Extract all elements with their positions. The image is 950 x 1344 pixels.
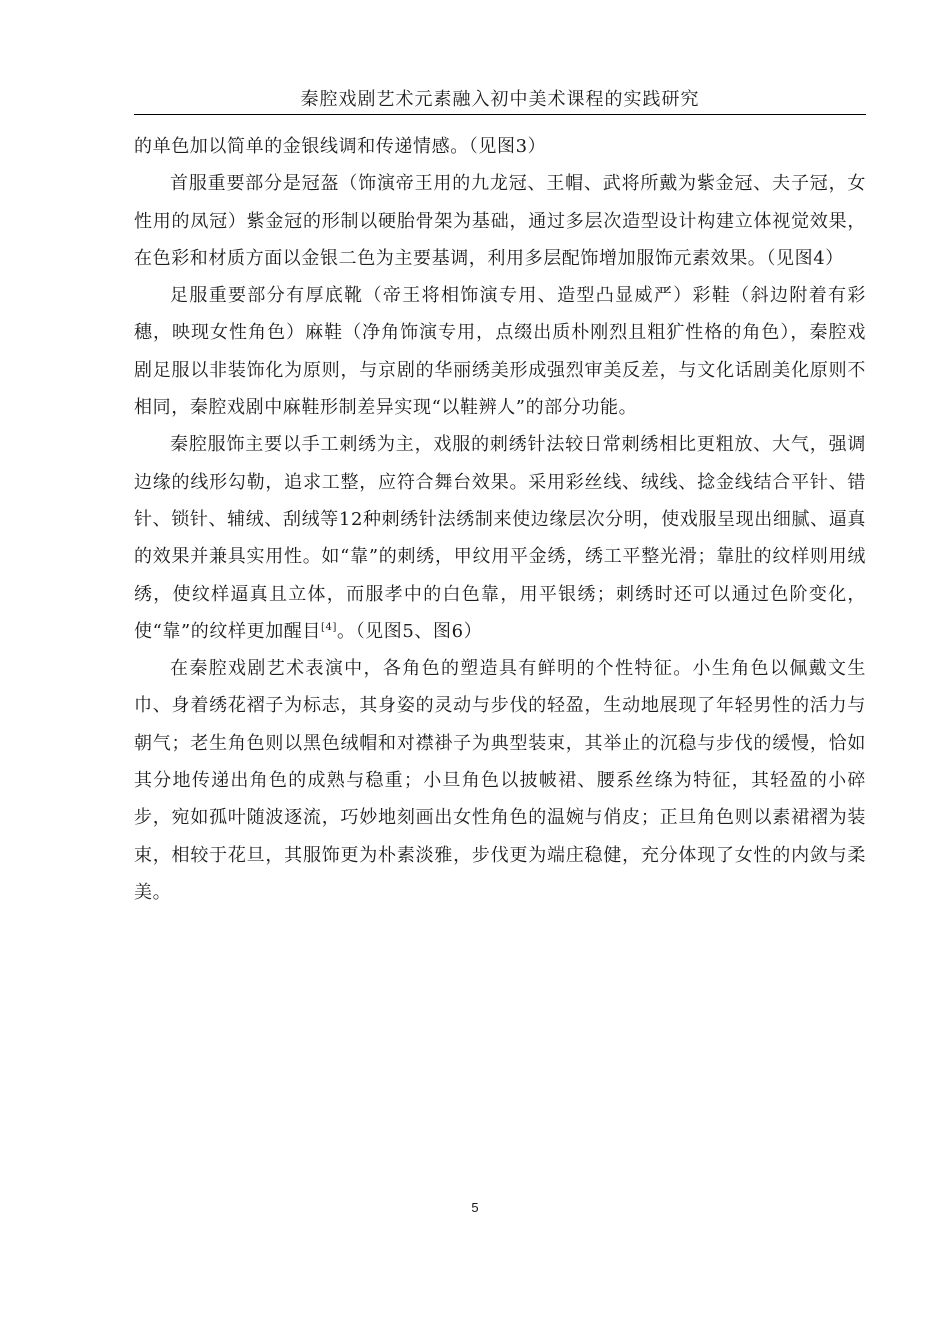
paragraph-text: 。（见图5、图6） <box>336 620 483 642</box>
paragraph-text: 秦腔服饰主要以手工刺绣为主，戏服的刺绣针法较日常刺绣相比更粗放、大气，强调边缘的线形勾勒，追求工整，应符合舞台效果。采用彩丝线、绒线、捻金线结合平针、错针、锁针、辅绒、刮绒等12种刺绣针法绣制来使边缘层次分明，使戏服呈现出细腻、逼真的效果并兼具实用性。如“靠”的刺绣，甲纹用平金绣，绣工平整光滑；靠肚的纹样则用绒绣，使纹样逼真且立体，而服孝中的白色靠，用平银绣；刺绣时还可以通过色阶变化，使“靠”的纹样更加醒目 <box>134 434 866 642</box>
paragraph: 足服重要部分有厚底靴（帝王将相饰演专用、造型凸显威严）彩鞋（斜边附着有彩穗，映现女性角色）麻鞋（净角饰演专用，点缀出质朴刚烈且粗犷性格的角色），秦腔戏剧足服以非装饰化为原则，与京剧的华丽绣美形成强烈审美反差，与文化话剧美化原则不相同，秦腔戏剧中麻鞋形制差异实现“以鞋辨人”的部分功能。 <box>134 285 866 419</box>
body-text <box>134 128 866 911</box>
header-title: 秦腔戏剧艺术元素融入初中美术课程的实践研究 <box>300 89 700 110</box>
paragraph: 的单色加以简单的金银线调和传递情感。（见图3） <box>134 136 547 157</box>
paragraph: 在秦腔戏剧艺术表演中，各角色的塑造具有鲜明的个性特征。小生角色以佩戴文生巾、身着绣花褶子为标志，其身姿的灵动与步伐的轻盈，生动地展现了年轻男性的活力与朝气；老生角色则以黑色绒帽和对襟褂子为典型装束，其举止的沉稳与步伐的缓慢，恰如其分地传递出角色的成熟与稳重；小旦角色以披帔裙、腰系丝绦为特征，其轻盈的小碎步，宛如孤叶随波逐流，巧妙地刻画出女性角色的温婉与俏皮；正旦角色则以素裙褶为装束，相较于花旦，其服饰更为朴素淡雅，步伐更为端庄稳健，充分体现了女性的内敛与柔美。 <box>134 658 866 903</box>
citation-reference: [4] <box>321 621 337 633</box>
running-header <box>134 86 866 115</box>
page-number: 5 <box>471 1200 479 1215</box>
paragraph-embroidery <box>134 426 866 650</box>
paragraph: 首服重要部分是冠盔（饰演帝王用的九龙冠、王帽、武将所戴为紫金冠、夫子冠，女性用的凤冠）紫金冠的形制以硬胎骨架为基础，通过多层次造型设计构建立体视觉效果，在色彩和材质方面以金银二色为主要基调，利用多层配饰增加服饰元素效果。（见图4） <box>134 173 866 269</box>
